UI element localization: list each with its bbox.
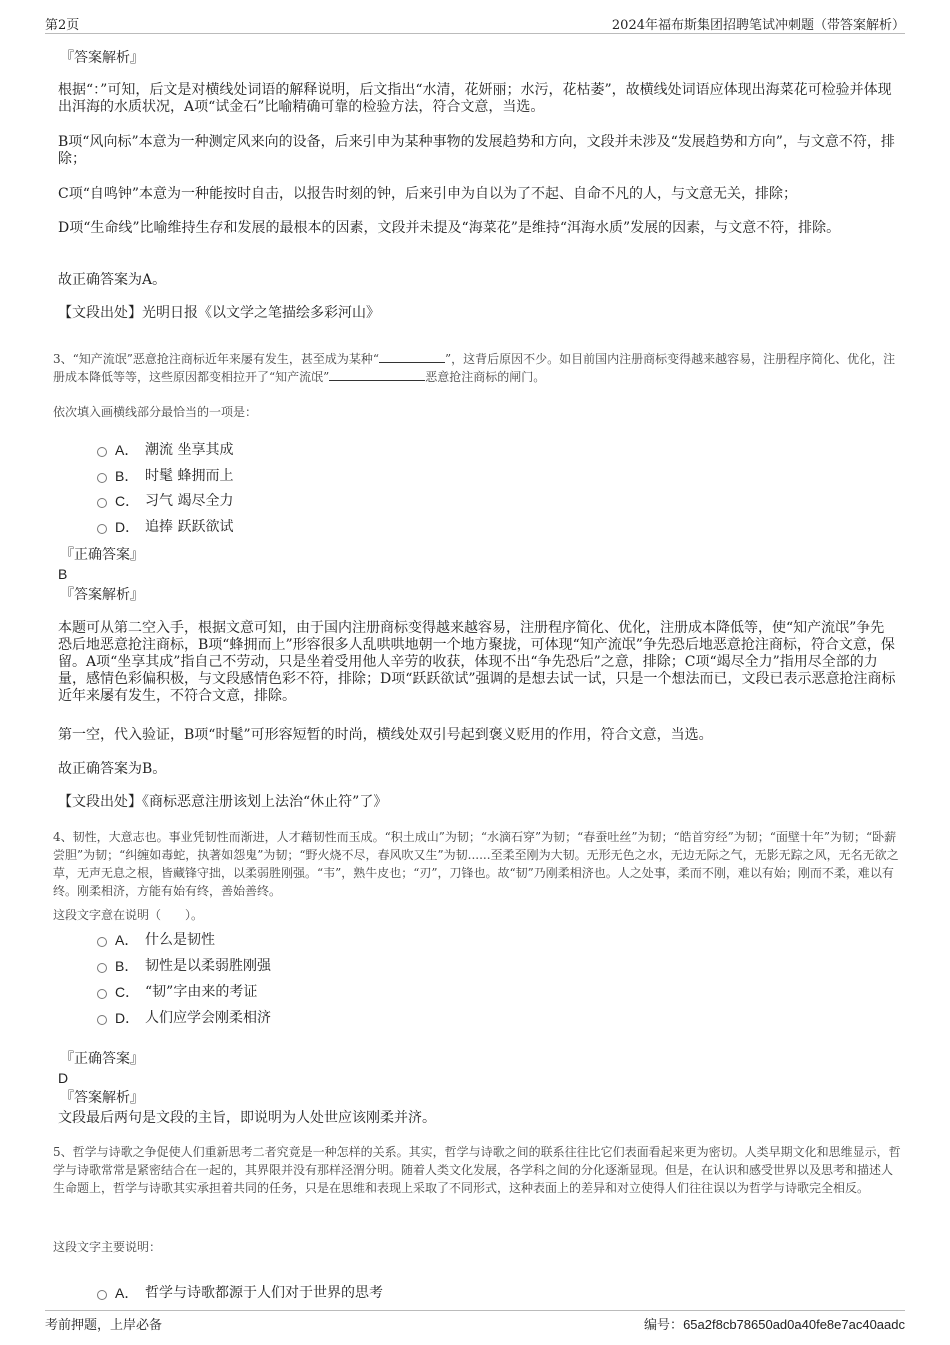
- q5-prompt: 这段文字主要说明：: [53, 1240, 162, 1254]
- radio-icon[interactable]: [97, 1290, 107, 1300]
- q3-stem-part-c: 恶意抢注商标的闸门。: [425, 370, 546, 384]
- q4-correct-label: 『正确答案』: [60, 1051, 144, 1067]
- footer-code-label: 编号：: [644, 1318, 684, 1333]
- q3-stem-part-a: 3、“知产流氓”恶意抢注商标近年来屡有发生，甚至成为某种“: [53, 352, 380, 366]
- q2-analysis-para-b: B项“风向标”本意为一种测定风来向的设备，后来引申为某种事物的发展趋势和方向，文段并未涉及“发展趋势和方向”，与文意不符，排除；: [58, 134, 895, 167]
- q2-analysis-para-c: C项“自鸣钟”本意为一种能按时自击，以报告时刻的钟，后来引申为自以为了不起、自命不凡的人，与文意无关，排除；: [58, 186, 798, 202]
- q4-correct-answer: D: [58, 1070, 69, 1086]
- radio-icon[interactable]: [97, 989, 107, 999]
- q3-analysis-para2: 第一空，代入验证，B项“时髦”可形容短暂的时尚，横线处双引号起到褒义贬用的作用，符合文意，当选。: [58, 727, 713, 743]
- page-number: 第2页: [45, 18, 80, 33]
- radio-icon[interactable]: [97, 498, 107, 508]
- radio-icon[interactable]: [97, 1015, 107, 1025]
- q4-analysis: 文段最后两句是文段的主旨，即说明为人处世应该刚柔并济。: [58, 1110, 436, 1126]
- header-rule: [45, 33, 905, 34]
- q2-source: 【文段出处】光明日报《以文学之笔描绘多彩河山》: [58, 305, 380, 321]
- radio-icon[interactable]: [97, 524, 107, 534]
- q2-conclusion: 故正确答案为A。: [58, 272, 167, 288]
- q3-analysis-label: 『答案解析』: [60, 587, 144, 603]
- q2-analysis-label: 『答案解析』: [60, 50, 144, 66]
- footer-slogan: 考前押题，上岸必备: [45, 1318, 163, 1333]
- q3-stem: [53, 350, 903, 386]
- q2-analysis-para-d: D项“生命线”比喻维持生存和发展的最根本的因素，文段并未提及“海菜花”是维持“洱海水质”发展的因素，与文意不符，排除。: [58, 220, 841, 236]
- radio-icon[interactable]: [97, 447, 107, 457]
- radio-icon[interactable]: [97, 937, 107, 947]
- q3-source: 【文段出处】《商标恶意注册该划上法治“休止符”了》: [58, 794, 388, 810]
- q4-stem: 4、韧性，大意志也。事业凭韧性而渐进，人才藉韧性而玉成。“积土成山”为韧；“水滴石穿”为韧；“春蚕吐丝”为韧；“皓首穷经”为韧；“面壁十年”为韧；“卧薪尝胆”为韧；“纠缠如毒蛇，执著如怨鬼”为韧；“野火烧不尽，春风吹又生”为韧......至柔至刚为大韧。无形无色之水，无边无际之气，无影无踪之风，无名无欲之草，无声无息之根，皆藏锋守拙，以柔弱胜刚强。“韦”，熟牛皮也；“刃”，刀锋也。故“韧”乃刚柔相济也。人之处事，柔而不刚，难以有始；刚而不柔，难以有终。刚柔相济，方能有始有终，善始善终。: [53, 830, 899, 898]
- q3-blank-2: [329, 368, 425, 381]
- q3-blank-1: [379, 350, 445, 363]
- radio-icon[interactable]: [97, 473, 107, 483]
- footer-rule: [45, 1310, 905, 1311]
- q4-prompt: 这段文字意在说明（ ）。: [53, 908, 204, 922]
- radio-icon[interactable]: [97, 963, 107, 973]
- document-title: 2024年福布斯集团招聘笔试冲刺题（带答案解析）: [611, 18, 905, 33]
- q3-analysis: 本题可从第二空入手，根据文意可知，由于国内注册商标变得越来越容易，注册程序简化、优化，注册成本降低等，使“知产流氓”争先恐后地恶意抢注商标，B项“蜂拥而上”形容很多人乱哄哄地朝一个地方聚拢，可体现“知产流氓”争先恐后地恶意抢注商标，符合文意，保留。A项“坐享其成”指自己不劳动，只是坐着受用他人辛劳的收获，体现不出“争先恐后”之意，排除；C项“竭尽全力”指用尽全部的力量，感情色彩偏积极，与文段感情色彩不符，排除；D项“跃跃欲试”强调的是想去试一试，只是一个想法而已，文段已表示恶意抢注商标近年来屡有发生，不符合文意，排除。: [58, 620, 896, 704]
- q2-analysis-para-a: 根据“：”可知，后文是对横线处词语的解释说明，后文指出“水清，花妍丽；水污，花枯萎”，故横线处词语应体现出海菜花可检验并体现出洱海的水质状况，A项“试金石”比喻精确可靠的检验方法，符合文意，当选。: [58, 82, 892, 115]
- q3-correct-label: 『正确答案』: [60, 547, 144, 563]
- q5-stem: 5、哲学与诗歌之争促使人们重新思考二者究竟是一种怎样的关系。其实，哲学与诗歌之间的联系往往比它们表面看起来更为密切。人类早期文化和思维显示，哲学与诗歌常常是紧密结合在一起的，其界限并没有那样泾渭分明。随着人类文化发展，各学科之间的分化逐渐显现。但是，在认识和感受世界以及思考和描述人生命题上，哲学与诗歌其实承担着共同的任务，只是在思维和表现上采取了不同形式，这种表面上的差异和对立使得人们往往误以为哲学与诗歌完全相反。: [53, 1145, 901, 1195]
- q3-correct-answer: B: [58, 566, 68, 582]
- q3-conclusion: 故正确答案为B。: [58, 761, 167, 777]
- q3-prompt: 依次填入画横线部分最恰当的一项是：: [53, 405, 258, 419]
- q4-analysis-label: 『答案解析』: [60, 1090, 144, 1106]
- footer-code: [644, 1314, 905, 1333]
- footer-code-value: 65a2f8cb78650ad0a40fe8e7ac40aadc: [683, 1317, 905, 1332]
- q3-stem-part-b: ”，这背后原因不少。如目前国内注册商标变得越来越容易，注册程序简化、优化，注册成本降低等等，这些原因都变相拉开了“知产流氓”: [53, 352, 896, 384]
